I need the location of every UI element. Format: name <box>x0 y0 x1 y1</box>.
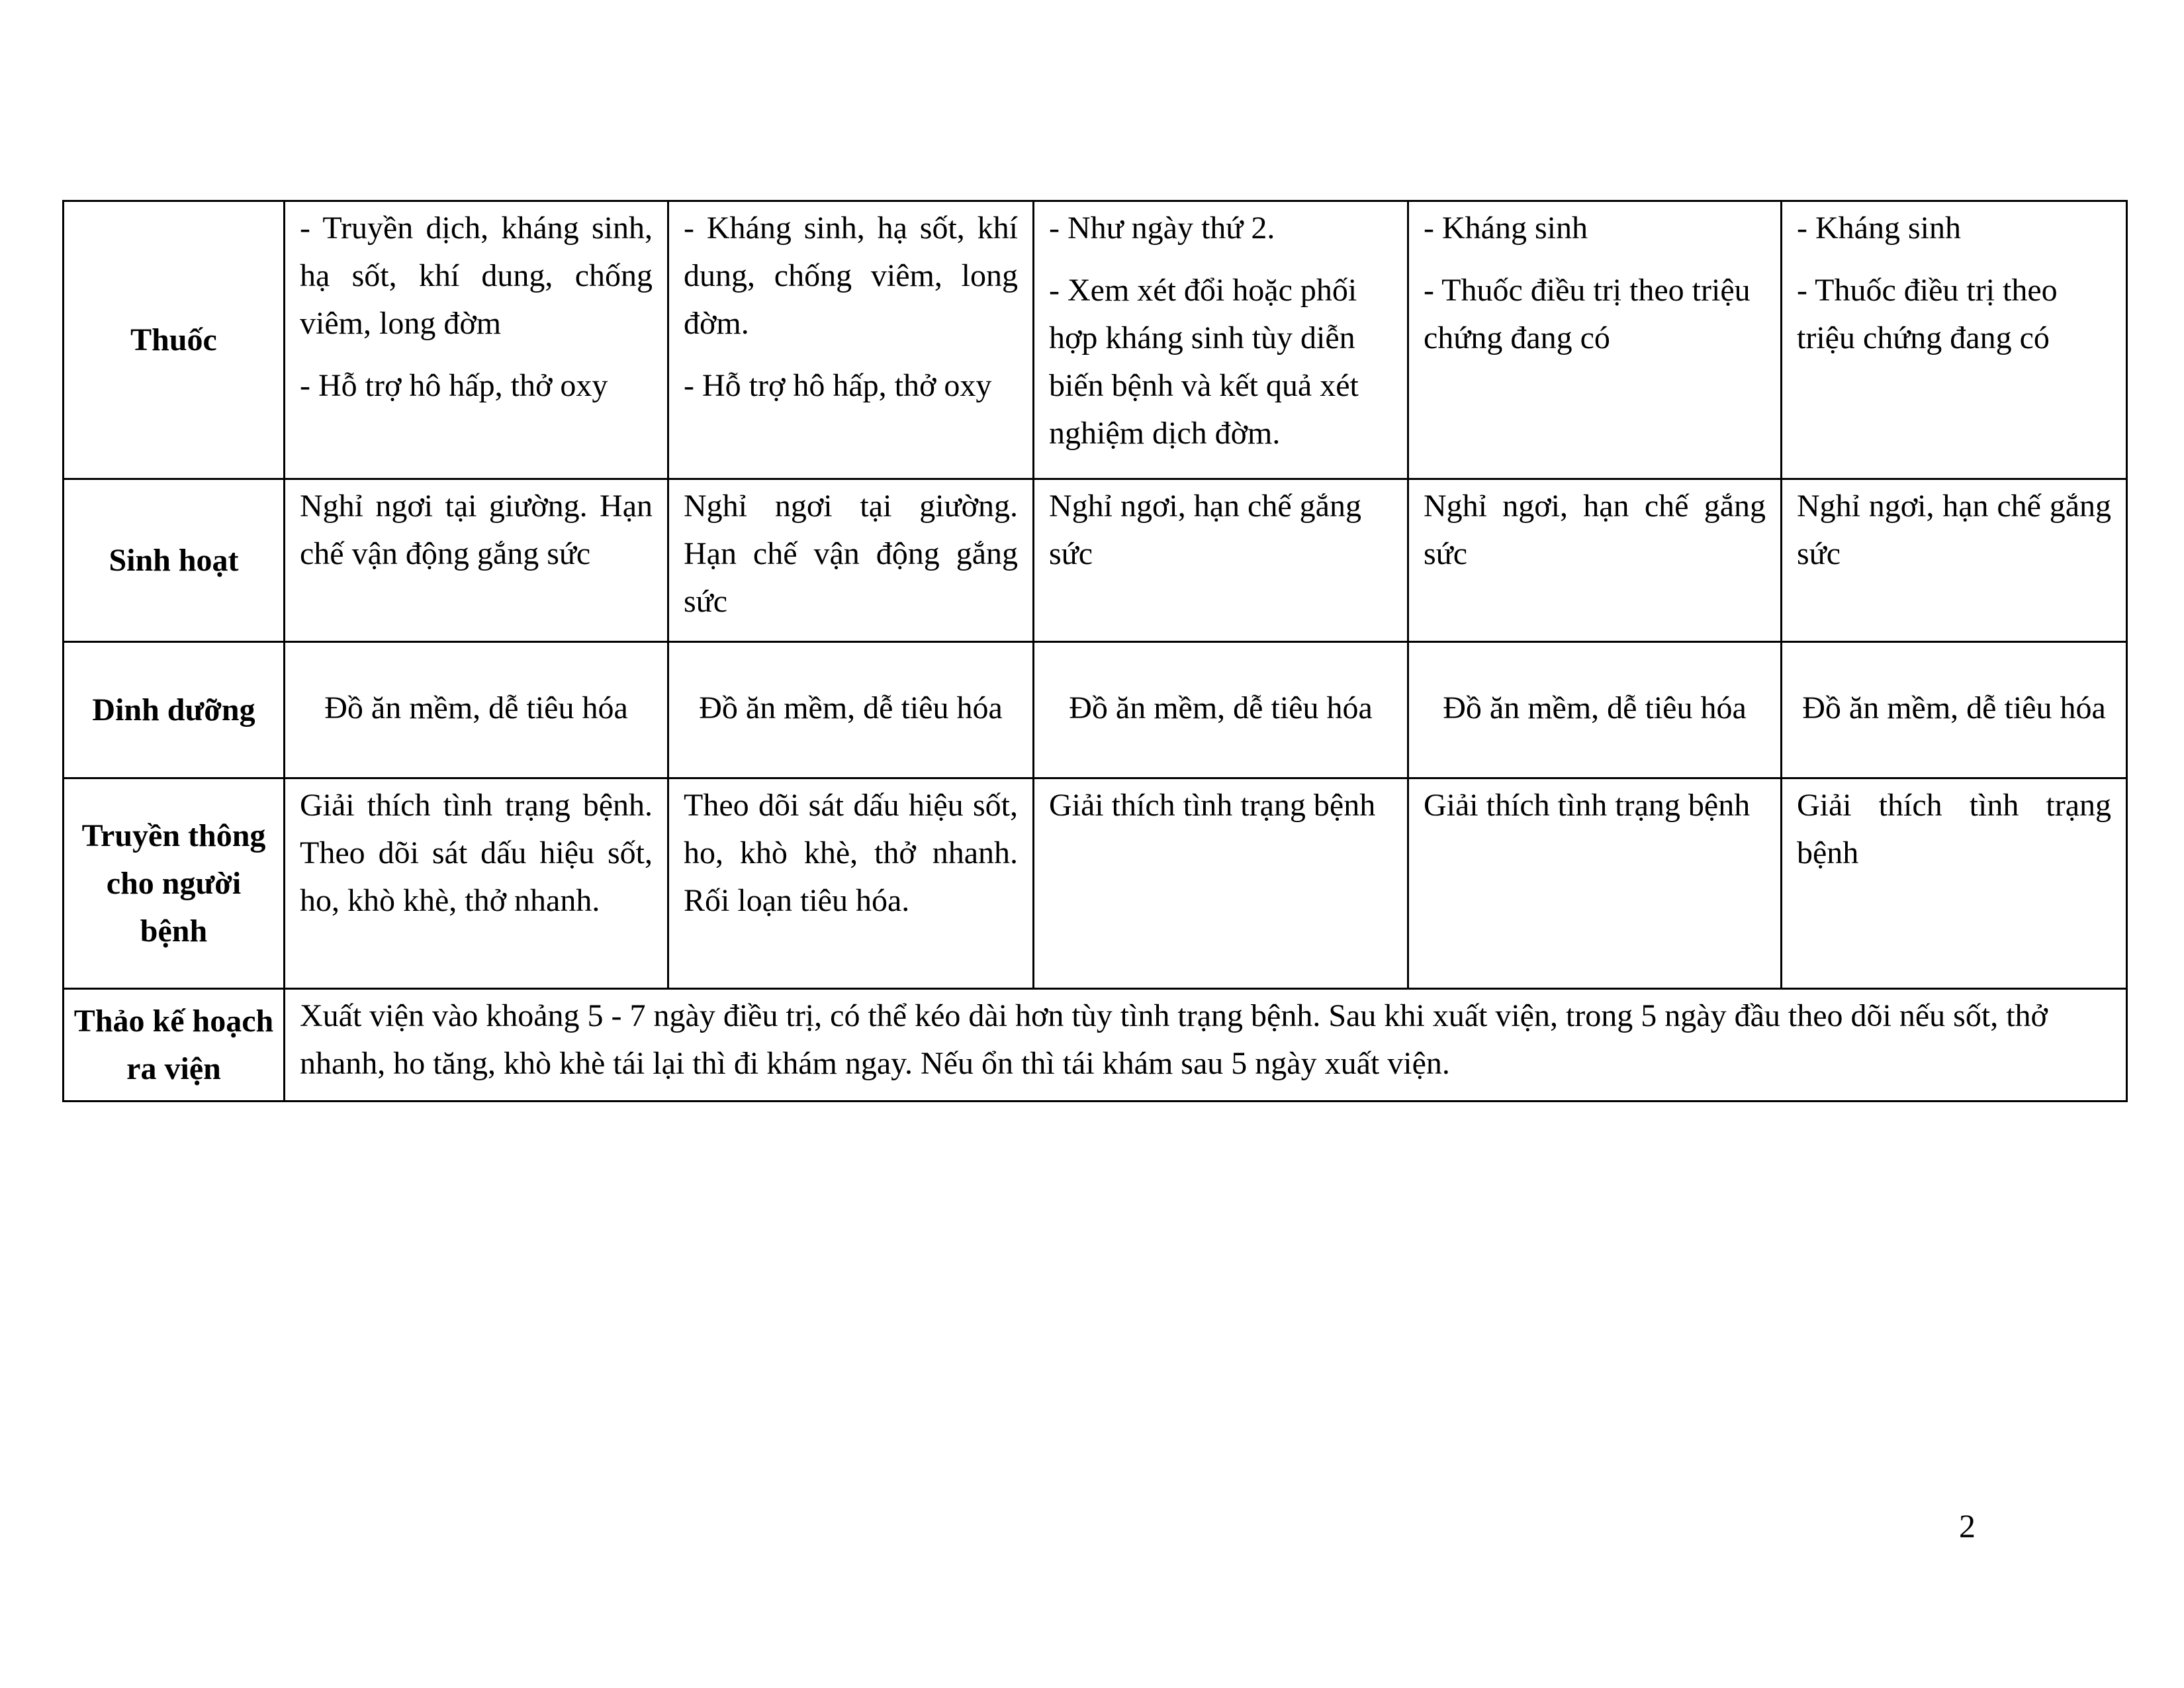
medication-day-4-line-1: - Kháng sinh <box>1424 211 1588 246</box>
row-label-medication: Thuốc <box>64 201 285 479</box>
row-nutrition <box>64 642 2127 778</box>
medication-day-2 <box>668 201 1034 479</box>
medication-day-2-line-1: - Kháng sinh, hạ sốt, khí dung, chống viêm, long đờm. <box>684 211 1018 341</box>
communication-day-2: Theo dõi sát dấu hiệu sốt, ho, khò khè, thở nhanh. Rối loạn tiêu hóa. <box>668 778 1034 989</box>
medication-day-3 <box>1034 201 1408 479</box>
row-label-discharge-plan: Thảo kế hoạch ra viện <box>64 989 285 1102</box>
medication-day-5-line-2: - Thuốc điều trị theo triệu chứng đang có <box>1797 273 2058 355</box>
communication-day-4: Giải thích tình trạng bệnh <box>1408 778 1782 989</box>
discharge-plan-text: Xuất viện vào khoảng 5 - 7 ngày điều trị, có thể kéo dài hơn tùy tình trạng bệnh. Sau khi xuất viện, trong 5 ngày đầu theo dõi nếu sốt, thở nhanh, ho tăng, khò khè tái lại thì đi khám ngay. Nếu ổn thì tái khám sau 5 ngày xuất viện. <box>285 989 2127 1102</box>
activity-day-4: Nghỉ ngơi, hạn chế gắng sức <box>1408 479 1782 642</box>
page-number: 2 <box>1959 1507 1976 1544</box>
row-patient-communication <box>64 778 2127 989</box>
medication-day-1 <box>285 201 668 479</box>
row-activity <box>64 479 2127 642</box>
medication-day-5 <box>1782 201 2127 479</box>
communication-day-1: Giải thích tình trạng bệnh. Theo dõi sát dấu hiệu sốt, ho, khò khè, thở nhanh. <box>285 778 668 989</box>
communication-day-5: Giải thích tình trạng bệnh <box>1782 778 2127 989</box>
medication-day-4-line-2: - Thuốc điều trị theo triệu chứng đang có <box>1424 273 1751 355</box>
nutrition-day-2: Đồ ăn mềm, dễ tiêu hóa <box>668 642 1034 778</box>
medication-day-4 <box>1408 201 1782 479</box>
nutrition-day-3: Đồ ăn mềm, dễ tiêu hóa <box>1034 642 1408 778</box>
row-label-activity: Sinh hoạt <box>64 479 285 642</box>
activity-day-2: Nghỉ ngơi tại giường. Hạn chế vận động gắng sức <box>668 479 1034 642</box>
activity-day-3: Nghỉ ngơi, hạn chế gắng sức <box>1034 479 1408 642</box>
activity-day-5: Nghỉ ngơi, hạn chế gắng sức <box>1782 479 2127 642</box>
medication-day-5-line-1: - Kháng sinh <box>1797 211 1961 246</box>
medication-day-1-line-2: - Hỗ trợ hô hấp, thở oxy <box>300 368 608 403</box>
nutrition-day-1: Đồ ăn mềm, dễ tiêu hóa <box>285 642 668 778</box>
medication-day-2-line-2: - Hỗ trợ hô hấp, thở oxy <box>684 368 992 403</box>
nutrition-day-4: Đồ ăn mềm, dễ tiêu hóa <box>1408 642 1782 778</box>
nutrition-day-5: Đồ ăn mềm, dễ tiêu hóa <box>1782 642 2127 778</box>
medication-day-3-line-1: - Như ngày thứ 2. <box>1049 211 1275 246</box>
activity-day-1: Nghỉ ngơi tại giường. Hạn chế vận động gắng sức <box>285 479 668 642</box>
row-discharge-plan <box>64 989 2127 1102</box>
medication-day-3-line-2: - Xem xét đổi hoặc phối hợp kháng sinh tùy diễn biến bệnh và kết quả xét nghiệm dịch đờm. <box>1049 273 1359 451</box>
row-medication <box>64 201 2127 479</box>
row-label-nutrition: Dinh dưỡng <box>64 642 285 778</box>
communication-day-3: Giải thích tình trạng bệnh <box>1034 778 1408 989</box>
row-label-patient-communication: Truyền thông cho người bệnh <box>64 778 285 989</box>
medication-day-1-line-1: - Truyền dịch, kháng sinh, hạ sốt, khí dung, chống viêm, long đờm <box>300 211 653 341</box>
care-plan-table <box>62 200 2128 1102</box>
